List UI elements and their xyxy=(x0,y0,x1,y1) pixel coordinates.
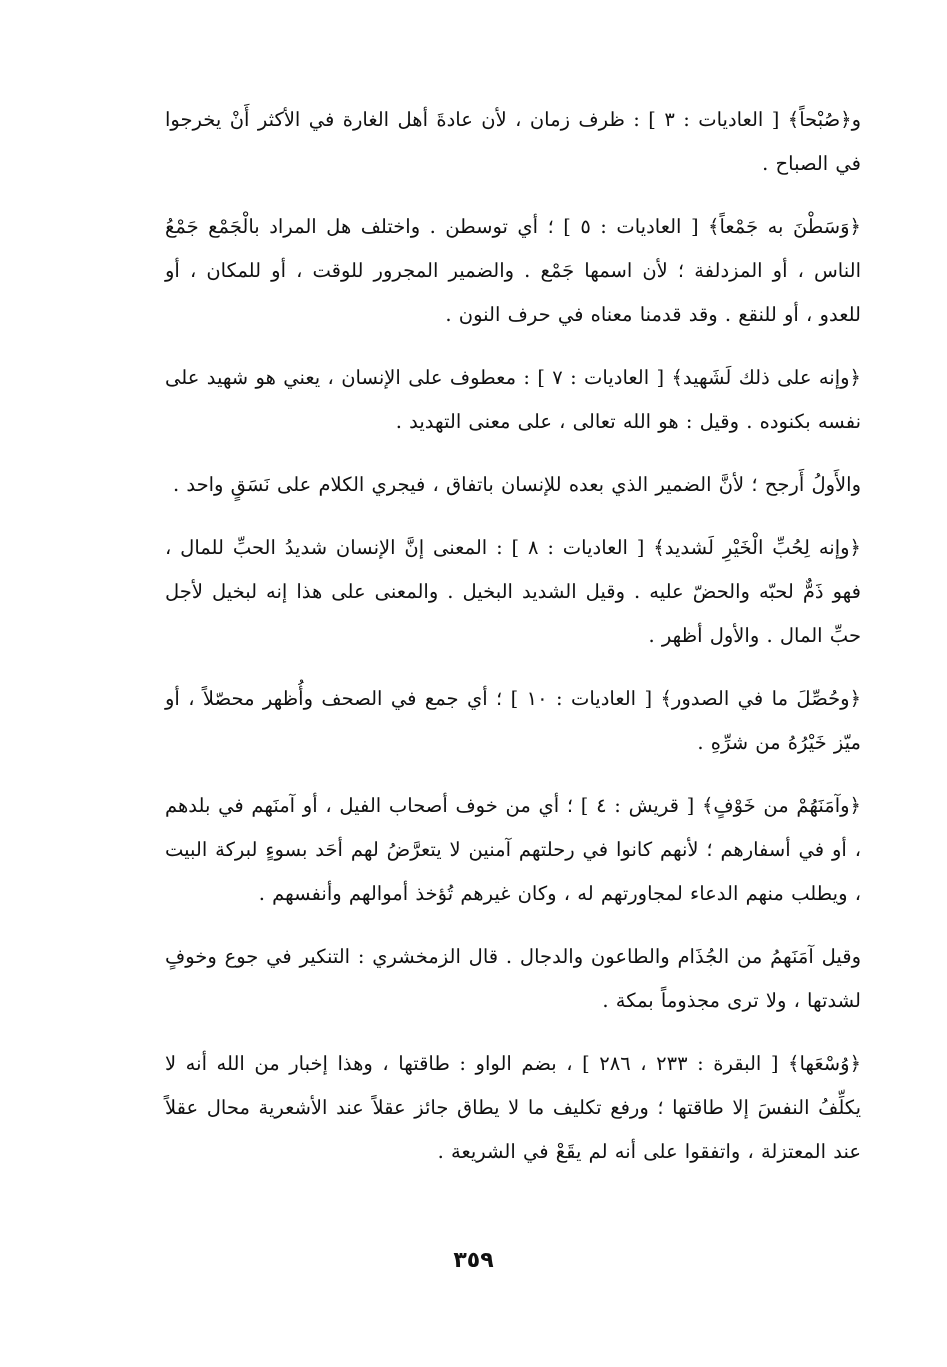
paragraph-zamakhshari: وقيل آمَنَهمُ من الجُذَام والطاعون والدجال . قال الزمخشري : التنكير في جوع وخوفٍ لشدتها ، ولا ترى مجذوماً بمكة . xyxy=(165,945,861,1012)
paragraph-arjah: والأَولُ أَرجح ؛ لأنَّ الضمير الذي بعده للإنسان باتفاق ، فيجري الكلام على نَسَقٍ واحد . xyxy=(172,473,861,496)
paragraph-shahid: ﴿وإنه على ذلك لَشَهيد﴾ [ العاديات : ٧ ] : معطوف على الإنسان ، يعني هو شهيد على نفسه بكنوده . وقيل : هو الله تعالى ، على معنى التهديد . xyxy=(165,366,861,433)
paragraph-subhan: و﴿صُبْحاً﴾ [ العاديات : ٣ ] : ظرف زمان ، لأن عادةَ أهل الغارة في الأكثر أَنْ يخرجوا في الصباح . xyxy=(165,108,862,175)
paragraph-wusaha: ﴿وُسْعَها﴾ [ البقرة : ٢٣٣ ، ٢٨٦ ] ، بضم الواو : طاقتها ، وهذا إخبار من الله أنه لا يكلِّفُ النفسَ إلا طاقتها ؛ ورفع تكليف ما لا يطاق جائز عقلاً عند الأشعرية محال عقلاً عند المعتزلة ، واتفقوا على أنه لم يقَعْ في الشريعة . xyxy=(165,1052,861,1163)
paragraph-amanahum: ﴿وآمَنَهُمْ من خَوْفٍ﴾ [ قريش : ٤ ] ؛ أي من خوف أصحاب الفيل ، أو آمنَهم في بلدهم ، أو في أسفارهم ؛ لأنهم كانوا في رحلتهم آمنين لا يتعرَّضُ لهم أحَد بسوءٍ لبركة البيت ، ويطلب منهم الدعاء لمجاورتهم له ، وكان غيرهم تُؤخذ أموالهم وأنفسهم . xyxy=(165,794,861,905)
paragraph-hubb-al-khayr: ﴿وإنه لِحُبِّ الْخَيْرِ لَشديد﴾ [ العاديات : ٨ ] : المعنى إنَّ الإنسان شديدُ الحبِّ للمال ، فهو ذَمٌّ لحبّه والحضّ عليه . وقيل الشديد البخيل . والمعنى على هذا إنه لبخيل لأجل حبِّ المال . والأول أظهر . xyxy=(165,536,861,647)
paragraph-wasatna: ﴿وَسَطْنَ به جَمْعاً﴾ [ العاديات : ٥ ] ؛ أي توسطن . واختلف هل المراد بالْجَمْع جَمْعُ الناس ، أو المزدلفة ؛ لأن اسمها جَمْع . والضمير المجرور للوقت ، أو للمكان ، أو للعدو ، أو للنقع . وقد قدمنا معناه في حرف النون . xyxy=(165,215,861,326)
paragraph-hussila: ﴿وحُصِّلَ ما في الصدور﴾ [ العاديات : ١٠ ] ؛ أي جمع في الصحف وأُظهر محصّلاً ، أو ميّز خَيْرُهُ من شرِّهِ . xyxy=(165,687,861,754)
page-number: ٣٥٩ xyxy=(453,1248,494,1273)
page-body xyxy=(165,98,861,1193)
